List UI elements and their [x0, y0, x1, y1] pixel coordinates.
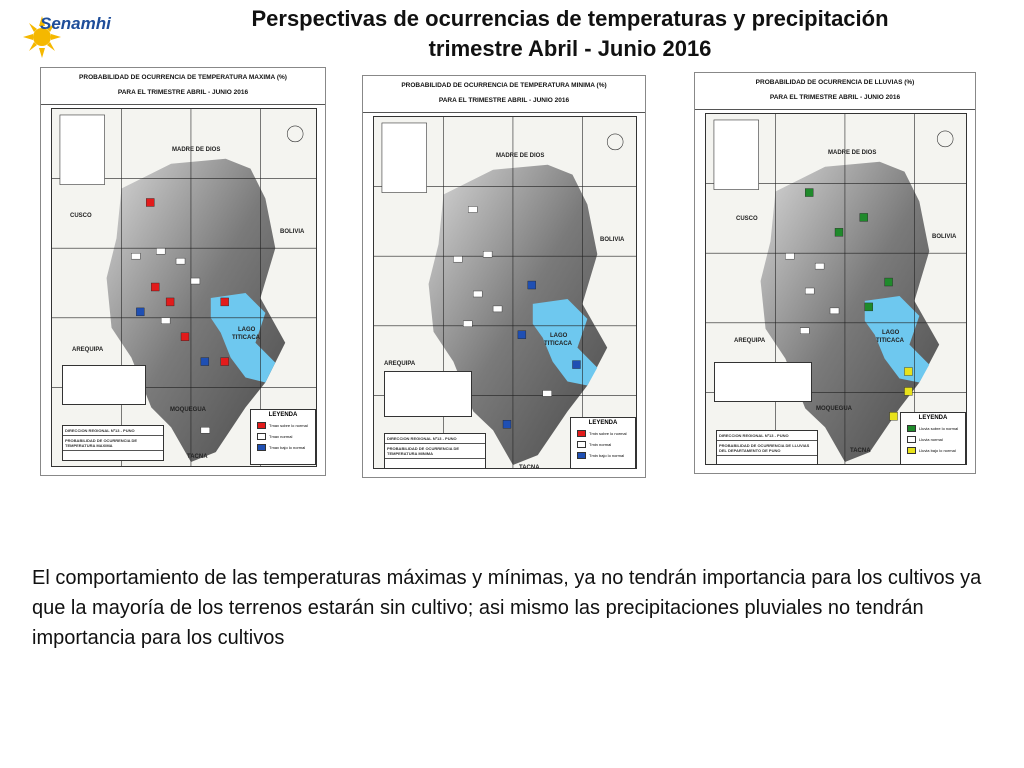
- map-legend: [570, 417, 636, 469]
- map-lluvias: [694, 72, 976, 474]
- map-title-block: [716, 430, 818, 465]
- legend-title: LEYENDA: [918, 415, 948, 421]
- label-arequipa: AREQUIPA: [384, 361, 416, 367]
- legend-label: Lluvia bajo lo normal: [919, 448, 956, 453]
- legend-label: Tmax sobre lo normal: [269, 423, 308, 428]
- logo-text: Senamhi: [40, 14, 111, 33]
- label-cusco: CUSCO: [70, 213, 92, 219]
- label-bolivia: BOLIVIA: [932, 234, 957, 240]
- map-subtitle: PARA EL TRIMESTRE ABRIL - JUNIO 2016: [117, 89, 249, 96]
- inset-map: [60, 115, 105, 185]
- legend-label: Tmax bajo lo normal: [269, 445, 306, 450]
- page-title: [150, 4, 990, 64]
- map-subtitle: PARA EL TRIMESTRE ABRIL - JUNIO 2016: [769, 94, 901, 101]
- legend-label: Lluvia normal: [919, 437, 943, 442]
- map-header: [695, 73, 975, 110]
- legend-item-above: [907, 425, 965, 432]
- label-arequipa: AREQUIPA: [72, 347, 104, 353]
- label-madre-de-dios: MADRE DE DIOS: [172, 147, 221, 153]
- legend-item-below: [257, 444, 315, 451]
- compass-rose: [287, 126, 303, 142]
- legend-swatch: [257, 433, 266, 440]
- label-titicaca: TITICACA: [232, 335, 260, 341]
- org-line-1: DIRECCION REGIONAL Nº13 - PUNO: [63, 426, 163, 436]
- title-line-2: trimestre Abril - Junio 2016: [428, 36, 712, 61]
- legend-swatch: [257, 422, 266, 429]
- legend-item-above: [257, 422, 315, 429]
- legend-label: Tmin bajo lo normal: [589, 453, 625, 458]
- legend-swatch: [907, 447, 916, 454]
- label-tacna: TACNA: [187, 454, 208, 460]
- legend-swatch: [257, 444, 266, 451]
- legend-item-normal: [577, 441, 635, 448]
- org-line-1: DIRECCION REGIONAL Nº13 - PUNO: [717, 431, 817, 441]
- map-title: PROBABILIDAD DE OCURRENCIA DE LLUVIAS (%): [755, 79, 915, 86]
- label-tacna: TACNA: [519, 465, 540, 469]
- legend-label: Tmax normal: [269, 434, 293, 439]
- compass-rose: [607, 134, 623, 150]
- org-line-1: DIRECCION REGIONAL Nº13 - PUNO: [385, 434, 485, 444]
- map-title-block: [384, 433, 486, 469]
- label-arequipa: AREQUIPA: [734, 338, 766, 344]
- map-temperatura-maxima: [40, 67, 326, 476]
- label-lago: LAGO: [882, 330, 900, 336]
- legend-swatch: [577, 430, 586, 437]
- map-title: PROBABILIDAD DE OCURRENCIA DE TEMPERATURA MAXIMA (%): [79, 74, 287, 81]
- label-lago: LAGO: [550, 333, 568, 339]
- legend-label: Lluvia sobre lo normal: [919, 426, 959, 431]
- label-titicaca: TITICACA: [876, 338, 904, 344]
- org-line-2: PROBABILIDAD DE OCURRENCIA DE TEMPERATURA MAXIMA: [63, 436, 163, 451]
- inset-map: [382, 123, 427, 193]
- map-header: [41, 68, 325, 105]
- map-legend: [250, 409, 316, 465]
- label-bolivia: BOLIVIA: [600, 237, 625, 243]
- map-subtitle: PARA EL TRIMESTRE ABRIL - JUNIO 2016: [438, 97, 570, 104]
- label-cusco: CUSCO: [736, 216, 758, 222]
- body-paragraph: El comportamiento de las temperaturas máximas y mínimas, ya no tendrán importancia para los cultivos ya que la mayoría de los terrenos estarán sin cultivo; asi mismo las precipitaciones pluviales no tendrán importancia para los cultivos: [32, 567, 982, 649]
- title-line-1: Perspectivas de ocurrencias de temperaturas y precipitación: [251, 6, 889, 31]
- map-header: [363, 76, 645, 113]
- label-lago: LAGO: [238, 327, 256, 333]
- legend-label: Tmin normal: [589, 442, 612, 447]
- map-note: [384, 371, 472, 417]
- map-frame: [373, 116, 637, 469]
- map-frame: [51, 108, 317, 467]
- legend-item-below: [577, 452, 635, 459]
- map-title-block: [62, 425, 164, 461]
- map-frame: [705, 113, 967, 465]
- label-madre-de-dios: MADRE DE DIOS: [828, 150, 877, 156]
- label-moquegua: MOQUEGUA: [816, 406, 852, 412]
- map-legend: [900, 412, 966, 465]
- map-title: PROBABILIDAD DE OCURRENCIA DE TEMPERATURA MINIMA (%): [401, 82, 607, 89]
- org-line-2: PROBABILIDAD DE OCURRENCIA DE TEMPERATURA MINIMA: [385, 444, 485, 459]
- legend-swatch: [907, 425, 916, 432]
- legend-swatch: [577, 452, 586, 459]
- label-titicaca: TITICACA: [544, 341, 572, 347]
- legend-label: Tmin sobre lo normal: [589, 431, 627, 436]
- legend-item-below: [907, 447, 965, 454]
- label-tacna: TACNA: [850, 448, 871, 454]
- map-note: [714, 362, 812, 402]
- label-moquegua: MOQUEGUA: [170, 407, 206, 413]
- map-temperatura-minima: [362, 75, 646, 478]
- map-note: [62, 365, 146, 405]
- legend-swatch: [907, 436, 916, 443]
- legend-item-normal: [257, 433, 315, 440]
- label-madre-de-dios: MADRE DE DIOS: [496, 153, 545, 159]
- inset-map: [714, 120, 759, 190]
- compass-rose: [937, 131, 953, 147]
- legend-item-normal: [907, 436, 965, 443]
- org-line-2: PROBABILIDAD DE OCURRENCIA DE LLUVIAS DEL DEPARTAMENTO DE PUNO: [717, 441, 817, 456]
- legend-title: LEYENDA: [268, 412, 298, 418]
- legend-swatch: [577, 441, 586, 448]
- legend-item-above: [577, 430, 635, 437]
- label-bolivia: BOLIVIA: [280, 229, 305, 235]
- legend-title: LEYENDA: [588, 420, 618, 426]
